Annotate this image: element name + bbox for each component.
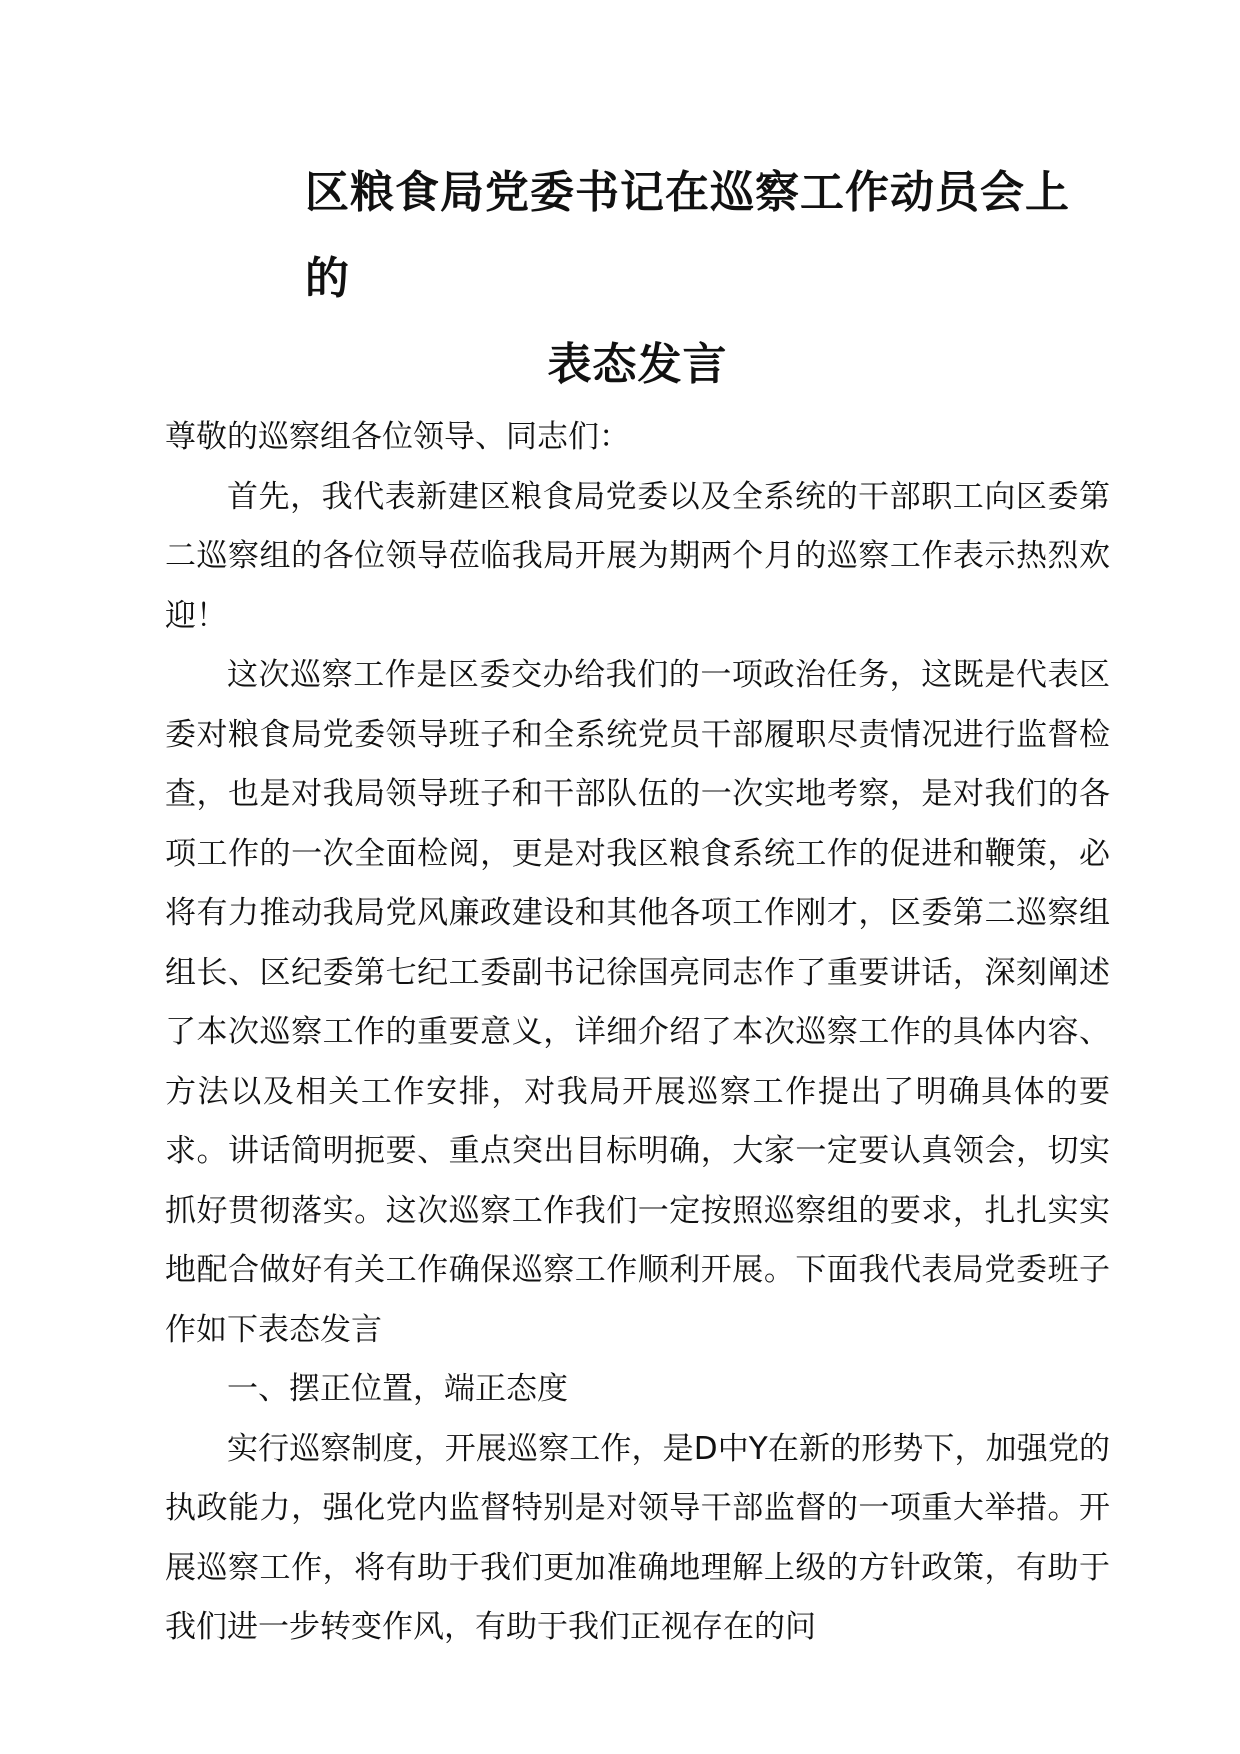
title-line-1: 区粮食局党委书记在巡察工作动员会上的 (305, 167, 1070, 304)
document-page (165, 150, 1110, 1658)
document-body (165, 408, 1110, 1658)
document-title (165, 150, 1110, 408)
paragraph-section-one: 实行巡察制度，开展巡察工作，是D中Y在新的形势下，加强党的执政能力，强化党内监督特别是对领导干部监督的一项重大举措。开展巡察工作，将有助于我们更加准确地理解上级的方针政策，有助于我们进一步转变作风，有助于我们正视存在的问 (165, 1430, 1110, 1645)
section-heading: 一、摆正位置，端正态度 (227, 1371, 568, 1407)
title-line-2: 表态发言 (547, 339, 728, 390)
salutation: 尊敬的巡察组各位领导、同志们： (165, 419, 630, 455)
paragraph-task: 这次巡察工作是区委交办给我们的一项政治任务，这既是代表区委对粮食局党委领导班子和全系统党员干部履职尽责情况进行监督检查，也是对我局领导班子和干部队伍的一次实地考察，是对我们的各项工作的一次全面检阅，更是对我区粮食系统工作的促进和鞭策，必将有力推动我局党风廉政建设和其他各项工作刚才，区委第二巡察组组长、区纪委第七纪工委副书记徐国亮同志作了重要讲话，深刻阐述了本次巡察工作的重要意义，详细介绍了本次巡察工作的具体内容、方法以及相关工作安排，对我局开展巡察工作提出了明确具体的要求。讲话简明扼要、重点突出目标明确，大家一定要认真领会，切实抓好贯彻落实。这次巡察工作我们一定按照巡察组的要求，扎扎实实地配合做好有关工作确保巡察工作顺利开展。下面我代表局党委班子作如下表态发言 (165, 657, 1110, 1348)
paragraph-welcome: 首先，我代表新建区粮食局党委以及全系统的干部职工向区委第二巡察组的各位领导莅临我局开展为期两个月的巡察工作表示热烈欢迎！ (165, 478, 1110, 634)
